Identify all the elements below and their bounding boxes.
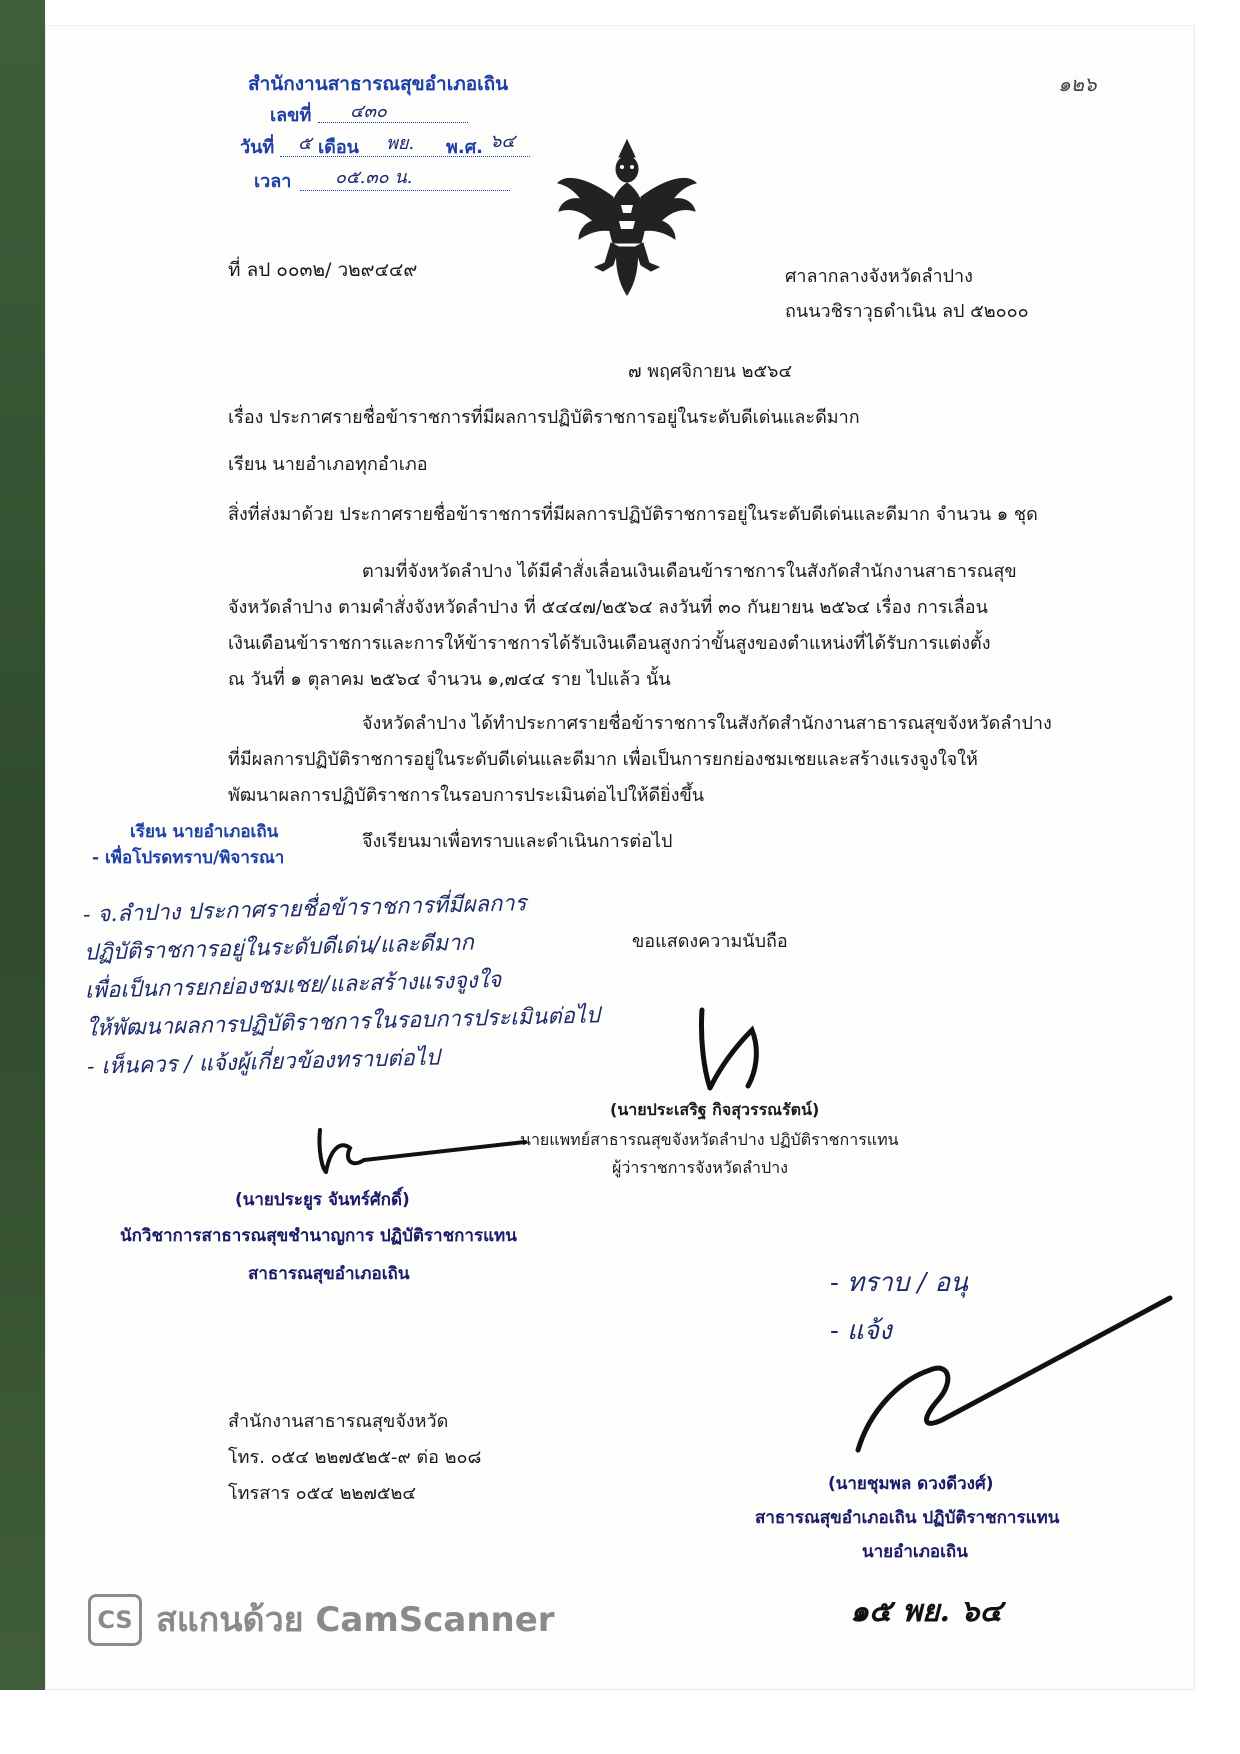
signature-provincial <box>690 1000 770 1095</box>
handwritten-line: - จ.ลำปาง ประกาศรายชื่อข้าราชการที่มีผลการ <box>82 891 527 928</box>
footer-fax: โทรสาร ๐๕๔ ๒๒๗๕๒๔ <box>228 1483 417 1504</box>
camscanner-logo-icon: CS <box>88 1594 142 1646</box>
handwritten-line: ให้พัฒนาผลการปฏิบัติราชการในรอบการประเมินต่อไป <box>85 1003 601 1042</box>
receipt-date-label: วันที่ <box>240 137 275 158</box>
page-mark: ๑๒๖ <box>1058 72 1097 96</box>
signature-annotation <box>300 1120 530 1180</box>
para2-line: ที่มีผลการปฏิบัติราชการอยู่ในระดับดีเด่นและดีมาก เพื่อเป็นการยกย่องชมเชยและสร้างแรงจูงใจให้ <box>228 749 978 770</box>
provincial-signer-name: (นายประเสริฐ กิจสุวรรณรัตน์) <box>610 1100 820 1119</box>
receipt-time-label: เวลา <box>254 171 292 192</box>
receipt-year-value: ๖๔ <box>490 131 516 152</box>
approval-handwritten-1: - ทราบ / อนุ <box>830 1268 968 1298</box>
camscanner-watermark-text: สแกนด้วย CamScanner <box>156 1600 555 1640</box>
body-paragraph-1 <box>228 554 1058 698</box>
receipt-number-value: ๔๓๐ <box>350 101 387 122</box>
signature-approval <box>850 1290 1180 1480</box>
receipt-time-value: ๐๕.๓๐ น. <box>335 167 413 188</box>
annotation-signer-title2: สาธารณสุขอำเภอเถิน <box>248 1264 410 1284</box>
body-paragraph-2 <box>228 706 1058 814</box>
para1-line: ณ วันที่ ๑ ตุลาคม ๒๕๖๔ จำนวน ๑,๗๔๔ ราย ไปแล้ว นั้น <box>228 669 671 690</box>
sender-address-line1: ศาลากลางจังหวัดลำปาง <box>785 266 973 287</box>
provincial-signer-title1: นายแพทย์สาธารณสุขจังหวัดลำปาง ปฏิบัติราชการแทน <box>520 1130 899 1149</box>
handwritten-line: เพื่อเป็นการยกย่องชมเชย/และสร้างแรงจูงใจ <box>84 967 502 1004</box>
para1-line: ตามที่จังหวัดลำปาง ได้มีคำสั่งเลื่อนเงินเดือนข้าราชการในสังกัดสำนักงานสาธารณสุข <box>362 561 1017 582</box>
handwritten-line: ปฏิบัติราชการอยู่ในระดับดีเด่น/และดีมาก <box>83 930 475 966</box>
approval-handwritten-2: - แจ้ง <box>830 1316 892 1346</box>
scan-background-edge <box>0 0 45 1754</box>
closing-line: จึงเรียนมาเพื่อทราบและดำเนินการต่อไป <box>362 831 673 852</box>
annotation-signer-title1: นักวิชาการสาธารณสุขชำนาญการ ปฏิบัติราชการแทน <box>120 1226 517 1246</box>
document-to: เรียน นายอำเภอทุกอำเภอ <box>228 454 428 475</box>
document-enclosure: สิ่งที่ส่งมาด้วย ประกาศรายชื่อข้าราชการที่มีผลการปฏิบัติราชการอยู่ในระดับดีเด่นและดีมาก จำนวน ๑ ชุด <box>228 504 1038 525</box>
approval-signer-title1: สาธารณสุขอำเภอเถิน ปฏิบัติราชการแทน <box>755 1508 1060 1528</box>
garuda-emblem-icon <box>555 135 700 300</box>
receipt-month-label: เดือน <box>318 137 359 158</box>
para1-line: เงินเดือนข้าราชการและการให้ข้าราชการได้รับเงินเดือนสูงกว่าขั้นสูงของตำแหน่งที่ได้รับการแต่งตั้ง <box>228 633 991 654</box>
approval-signer-name: (นายชุมพล ดวงดีวงศ์) <box>828 1474 994 1494</box>
para2-line: จังหวัดลำปาง ได้ทำประกาศรายชื่อข้าราชการในสังกัดสำนักงานสาธารณสุขจังหวัดลำปาง <box>362 713 1052 734</box>
handwritten-annotation <box>83 883 602 1086</box>
document-date: ๗ พฤศจิกายน ๒๕๖๔ <box>628 361 793 382</box>
receipt-date-value: ๕ <box>298 133 312 154</box>
document-ref-number: ที่ ลป ๐๐๓๒/ ว๒๙๔๔๙ <box>228 259 418 281</box>
approval-signer-title2: นายอำเภอเถิน <box>862 1542 968 1562</box>
receipt-year-label: พ.ศ. <box>446 137 483 158</box>
handwritten-line: - เห็นควร / แจ้งผู้เกี่ยวข้องทราบต่อไป <box>86 1045 441 1080</box>
receipt-month-value: พย. <box>386 133 415 154</box>
approval-date-handwritten: ๑๕ พย. ๖๔ <box>850 1594 1003 1629</box>
footer-tel: โทร. ๐๕๔ ๒๒๗๕๒๕-๙ ต่อ ๒๐๘ <box>228 1447 482 1468</box>
scan-bottom-margin <box>0 1690 1240 1754</box>
regards-line: ขอแสดงความนับถือ <box>632 931 788 952</box>
annotation-stamp-to: เรียน นายอำเภอเถิน <box>130 822 279 842</box>
annotation-signer-name: (นายประยูร จันทร์ศักดิ์) <box>235 1190 410 1210</box>
para2-line: พัฒนาผลการปฏิบัติราชการในรอบการประเมินต่อไปให้ดียิ่งขึ้น <box>228 785 705 806</box>
sender-address-line2: ถนนวชิราวุธดำเนิน ลป ๕๒๐๐๐ <box>785 301 1029 322</box>
para1-line: จังหวัดลำปาง ตามคำสั่งจังหวัดลำปาง ที่ ๕๔๔๗/๒๕๖๔ ลงวันที่ ๓๐ กันยายน ๒๕๖๔ เรื่อง การเลื่อน <box>228 597 988 618</box>
document-subject: เรื่อง ประกาศรายชื่อข้าราชการที่มีผลการปฏิบัติราชการอยู่ในระดับดีเด่นและดีมาก <box>228 407 860 428</box>
annotation-stamp-action: - เพื่อโปรดทราบ/พิจารณา <box>92 848 285 868</box>
receipt-number-label: เลขที่ <box>270 105 312 126</box>
footer-office: สำนักงานสาธารณสุขจังหวัด <box>228 1411 449 1432</box>
receipt-office: สำนักงานสาธารณสุขอำเภอเถิน <box>248 73 509 95</box>
provincial-signer-title2: ผู้ว่าราชการจังหวัดลำปาง <box>612 1158 788 1177</box>
